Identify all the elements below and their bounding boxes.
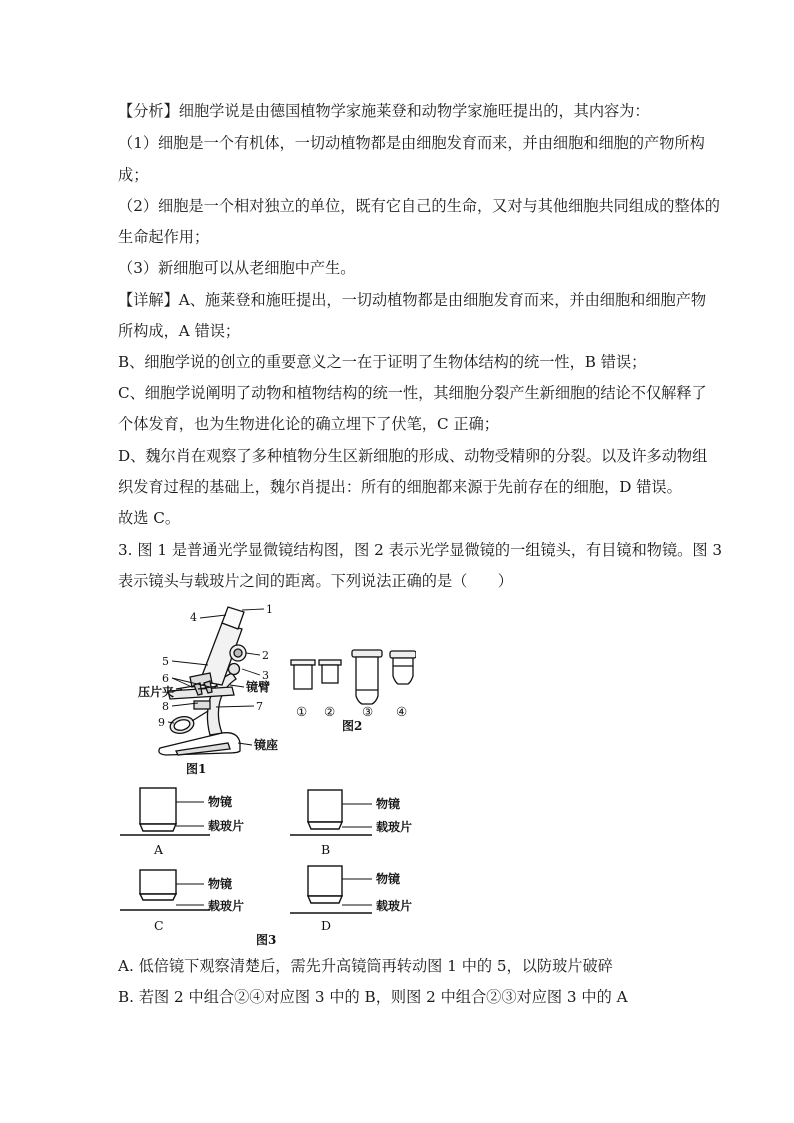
fig1-label-6: 6	[162, 672, 169, 685]
question-stem: 3. 图 1 是普通光学显微镜结构图，图 2 表示光学显微镜的一组镜头，有目镜和物镜。图 3	[118, 541, 723, 559]
detail-option-a-cont: 所构成，A 错误；	[118, 322, 241, 340]
detail-option-b: B、细胞学说的创立的重要意义之一在于证明了生物体结构的统一性，B 错误；	[118, 353, 647, 371]
fig1-caption: 图1	[186, 762, 207, 776]
fig3-panel-c: C	[154, 918, 164, 933]
fig1-label-1: 1	[266, 603, 273, 616]
fig1-label-clip: 压片夹	[138, 685, 175, 699]
detail-answer: 故选 C。	[118, 509, 181, 527]
fig3-panel-d: D	[321, 918, 332, 933]
fig3-b-objective-label: 物镜	[376, 797, 401, 811]
analysis-point-1-cont: 成；	[118, 166, 149, 184]
fig1-label-5: 5	[162, 655, 169, 668]
figure-3-distances	[118, 782, 428, 948]
fig1-label-8: 8	[162, 700, 169, 713]
fig1-label-9: 9	[158, 716, 165, 729]
detail-option-c-cont: 个体发育，也为生物进化论的确立埋下了伏笔，C 正确；	[118, 415, 499, 433]
fig3-a-slide-label: 载玻片	[208, 819, 245, 833]
fine-focus-knob	[229, 664, 240, 675]
fig2-caption: 图2	[342, 719, 363, 733]
analysis-point-3: （3）新细胞可以从老细胞中产生。	[118, 259, 356, 277]
fig3-d-objective-label: 物镜	[376, 872, 401, 886]
detail-option-c: C、细胞学说阐明了动物和植物结构的统一性，其细胞分裂产生新细胞的结论不仅解释了	[118, 384, 707, 402]
fig3-caption: 图3	[256, 933, 277, 947]
analysis-point-1: （1）细胞是一个有机体，一切动植物都是由细胞发育而来，并由细胞和细胞的产物所构	[118, 134, 705, 152]
fig1-label-3: 3	[262, 669, 269, 682]
fig3-panel-a: A	[154, 842, 164, 857]
fig2-lens-1: ①	[296, 704, 308, 719]
fig3-c-objective-label: 物镜	[208, 877, 233, 891]
fig2-lens-4: ④	[396, 704, 408, 719]
fig2-lens-3: ③	[362, 704, 374, 719]
fig3-b-slide-label: 载玻片	[376, 820, 413, 834]
fig3-d-slide-label: 载玻片	[376, 899, 413, 913]
fig3-panel-b: B	[321, 842, 331, 857]
fig1-label-2: 2	[262, 649, 269, 662]
analysis-heading: 【分析】细胞学说是由德国植物学家施莱登和动物学家施旺提出的，其内容为：	[118, 102, 650, 120]
figure-2-lenses	[286, 646, 416, 736]
fig1-label-arm: 镜臂	[246, 680, 271, 694]
figure-1-microscope	[138, 603, 288, 780]
fig1-label-4: 4	[190, 611, 197, 624]
analysis-point-2-cont: 生命起作用；	[118, 228, 210, 246]
fig1-label-base: 镜座	[254, 738, 279, 752]
analysis-point-2: （2）细胞是一个相对独立的单位，既有它自己的生命，又对与其他细胞共同组成的整体的	[118, 197, 720, 215]
fig3-c-slide-label: 载玻片	[208, 899, 245, 913]
fig2-lens-2: ②	[324, 704, 336, 719]
fig3-a-objective-label: 物镜	[208, 795, 233, 809]
question-stem-cont: 表示镜头与载玻片之间的距离。下列说法正确的是（ ）	[118, 572, 513, 590]
option-a: A. 低倍镜下观察清楚后，需先升高镜筒再转动图 1 中的 5，以防玻片破碎	[118, 957, 613, 975]
fig1-label-7: 7	[256, 700, 263, 713]
detail-option-a: 【详解】A、施莱登和施旺提出，一切动植物都是由细胞发育而来，并由细胞和细胞产物	[118, 291, 707, 309]
detail-option-d: D、魏尔肖在观察了多种植物分生区新细胞的形成、动物受精卵的分裂。以及许多动物组	[118, 447, 708, 465]
option-b: B. 若图 2 中组合②④对应图 3 中的 B，则图 2 中组合②③对应图 3 中的 A	[118, 988, 628, 1006]
detail-option-d-cont: 织发育过程的基础上，魏尔肖提出：所有的细胞都来源于先前存在的细胞，D 错误。	[118, 478, 682, 496]
